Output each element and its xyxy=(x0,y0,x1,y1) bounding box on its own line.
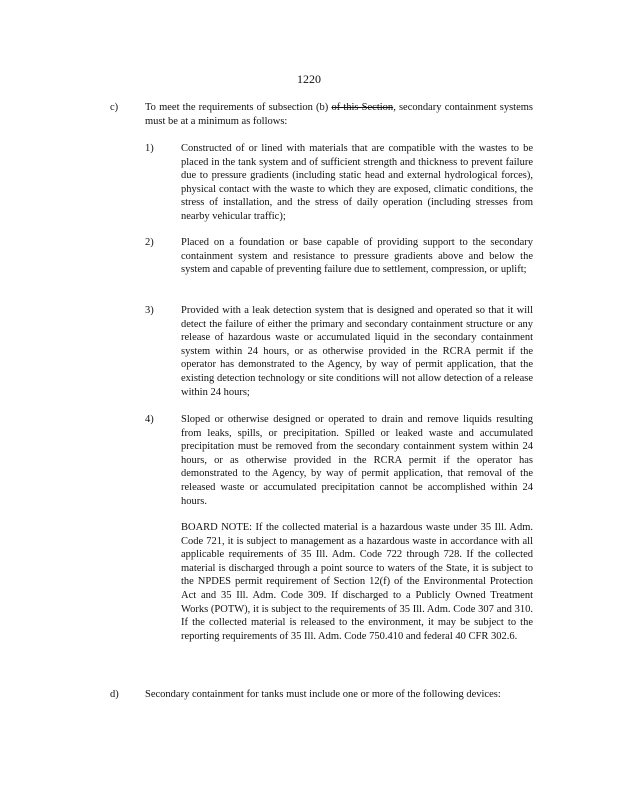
item-4-label: 4) xyxy=(145,414,154,425)
item-3-text: Provided with a leak detection system that is designed and operated so that it will detect the failure of either the primary and secondary containment structure or any release of hazardous waste or accumulated liquid in the secondary containment system within 24 hours, or as otherwise provided in the RCRA permit if the operator has demonstrated to the Agency, by way of permit application, that the existing detection technology or site conditions will not allow detection of a release within 24 hours; xyxy=(181,305,533,398)
section-c-intro xyxy=(145,101,533,128)
section-d-label: d) xyxy=(110,689,119,700)
item-4-text: Sloped or otherwise designed or operated to drain and remove liquids resulting from leaks, spills, or precipitation. Spilled or leaked waste and accumulated precipitation must be removed from the secondary containment system within 24 hours, or as otherwise provided in the RCRA permit if the operator has demonstrated to the Agency, by way of permit application, that removal of the released waste or accumulated precipitation cannot be accomplished within 24 hours. xyxy=(181,414,533,507)
section-c-intro-after: , secondary containment systems must be at a minimum as follows: xyxy=(145,102,534,127)
item-1-text: Constructed of or lined with materials that are compatible with the wastes to be placed in the tank system and of sufficient strength and thickness to prevent failure due to pressure gradients (including static head and external hydrological forces), physical contact with the waste to which they are exposed, climatic conditions, the stress of installation, and the stress of daily operation (including stresses from nearby vehicular traffic); xyxy=(181,143,533,222)
page-number: 1220 xyxy=(297,72,321,86)
item-1-label: 1) xyxy=(145,143,154,154)
board-note: BOARD NOTE: If the collected material is a hazardous waste under 35 Ill. Adm. Code 721, it is subject to management as a hazardous waste in accordance with all applicable requirements of 35 Ill. Adm. Code 722 through 728. If the collected material is discharged through a point source to waters of the State, it is subject to the NPDES permit requirement of Section 12(f) of the Environmental Protection Act and 35 Ill. Adm. Code 309. If discharged to a Publicly Owned Treatment Works (POTW), it is subject to the requirements of 35 Ill. Adm. Code 307 and 310. If the collected material is released to the environment, it may be subject to the reporting requirements of 35 Ill. Adm. Code 750.410 and federal 40 CFR 302.6. xyxy=(181,522,533,642)
struck-text: of this Section xyxy=(331,102,394,113)
section-d-text: Secondary containment for tanks must include one or more of the following devices: xyxy=(145,689,501,700)
item-2-label: 2) xyxy=(145,237,154,248)
section-c-label: c) xyxy=(110,102,119,113)
item-3-label: 3) xyxy=(145,305,154,316)
item-2-text: Placed on a foundation or base capable of providing support to the secondary containment system and resistance to pressure gradients above and below the system and capable of preventing failure due to settlement, compression, or uplift; xyxy=(181,237,533,276)
section-c-intro-before: To meet the requirements of subsection (b) xyxy=(145,102,329,113)
